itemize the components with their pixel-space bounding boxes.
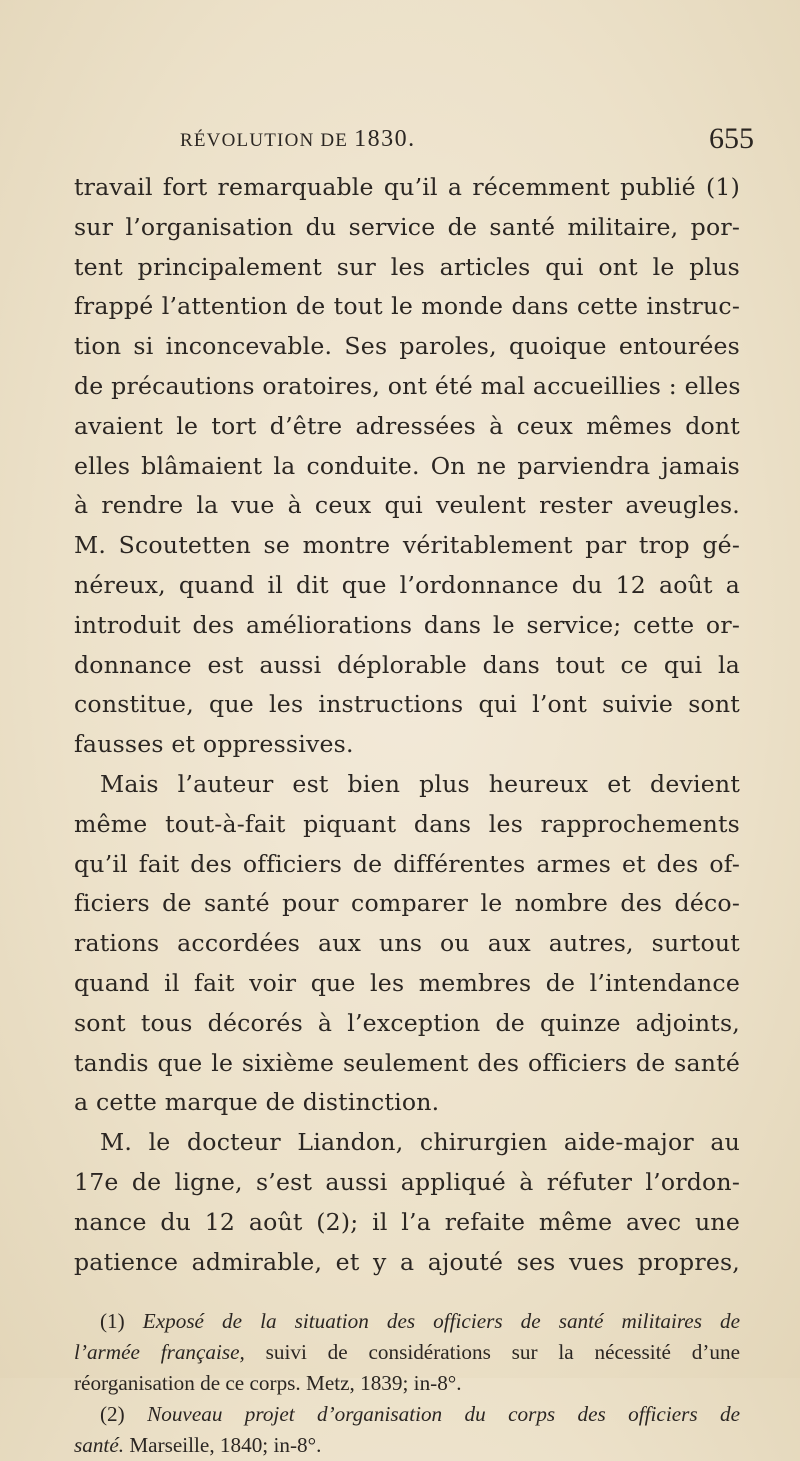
text-line: elles blâmaient la conduite. On ne parviendra jamais — [74, 451, 740, 480]
running-title-main: RÉVOLUTION DE — [180, 130, 355, 151]
text-line: frappé l’attention de tout le monde dans cette instruc- — [74, 292, 740, 321]
text-line: travail fort remarquable qu’il a récemment publié (1) — [74, 173, 740, 201]
book-page — [74, 118, 754, 1461]
text-line: a cette marque de distinction. — [74, 1088, 440, 1117]
text-line: M. le docteur Liandon, chirurgien aide-major au — [100, 1128, 740, 1157]
text-line: quand il fait voir que les membres de l’intendance — [74, 968, 740, 997]
footnote-1-line-3: réorganisation de ce corps. Metz, 1839; in-8°. — [74, 1371, 462, 1396]
running-title — [180, 126, 416, 153]
footnote-text: Marseille, 1840; in-8°. — [124, 1433, 322, 1458]
text-line: introduit des améliorations dans le service; cette or- — [74, 610, 740, 639]
text-line: même tout-à-fait piquant dans les rapprochements — [74, 809, 740, 838]
text-line: néreux, quand il dit que l’ordonnance du 12 août a — [74, 570, 740, 599]
footnote-text: suivi de considérations sur la nécessité d’une — [244, 1340, 740, 1365]
text-line: tion si inconcevable. Ses paroles, quoique entourées — [74, 332, 740, 361]
footnote-marker: (1) — [100, 1309, 143, 1334]
footnote-1-line-2 — [74, 1337, 740, 1368]
running-title-year: 1830. — [354, 126, 416, 152]
footnote-title: Exposé de la situation des officiers de santé militaires de — [142, 1309, 740, 1334]
text-line: qu’il fait des officiers de différentes armes et des of- — [74, 849, 740, 878]
footnote-1 — [74, 1306, 740, 1337]
text-line: nance du 12 août (2); il l’a refaite même avec une — [74, 1207, 740, 1236]
text-line: sont tous décorés à l’exception de quinze adjoints, — [74, 1008, 740, 1037]
footnote-title: l’armée française, — [74, 1340, 245, 1365]
text-line: patience admirable, et y a ajouté ses vues propres, — [74, 1247, 740, 1276]
text-line: tent principalement sur les articles qui ont le plus — [74, 252, 740, 281]
text-line: donnance est aussi déplorable dans tout ce qui la — [74, 650, 740, 679]
footnote-marker: (2) — [100, 1402, 148, 1427]
text-line: de précautions oratoires, ont été mal accueillies : elles — [74, 371, 741, 400]
text-line: Mais l’auteur est bien plus heureux et devient — [100, 769, 740, 798]
text-line: avaient le tort d’être adressées à ceux mêmes dont — [74, 411, 740, 440]
text-line: ficiers de santé pour comparer le nombre des déco- — [74, 889, 740, 918]
footnote-title: Nouveau projet d’organisation du corps des officiers de — [147, 1402, 740, 1427]
footnote-2 — [74, 1399, 740, 1430]
footnote-2-line-2 — [74, 1430, 740, 1461]
text-line: constitue, que les instructions qui l’ont suivie sont — [74, 690, 740, 719]
text-line: 17e de ligne, s’est aussi appliqué à réfuter l’ordon- — [74, 1167, 740, 1196]
text-line: tandis que le sixième seulement des officiers de santé — [74, 1048, 740, 1077]
text-line: M. Scoutetten se montre véritablement par trop gé- — [74, 531, 740, 560]
page-number: 655 — [709, 122, 754, 155]
text-line: fausses et oppressives. — [74, 730, 354, 759]
body-text — [74, 168, 740, 1282]
running-head — [74, 118, 754, 168]
text-line: rations accordées aux uns ou aux autres, surtout — [74, 929, 740, 958]
footnotes — [74, 1306, 740, 1461]
text-line: sur l’organisation du service de santé militaire, por- — [74, 212, 740, 241]
footnote-title: santé. — [74, 1433, 125, 1458]
text-line: à rendre la vue à ceux qui veulent rester aveugles. — [74, 491, 740, 520]
